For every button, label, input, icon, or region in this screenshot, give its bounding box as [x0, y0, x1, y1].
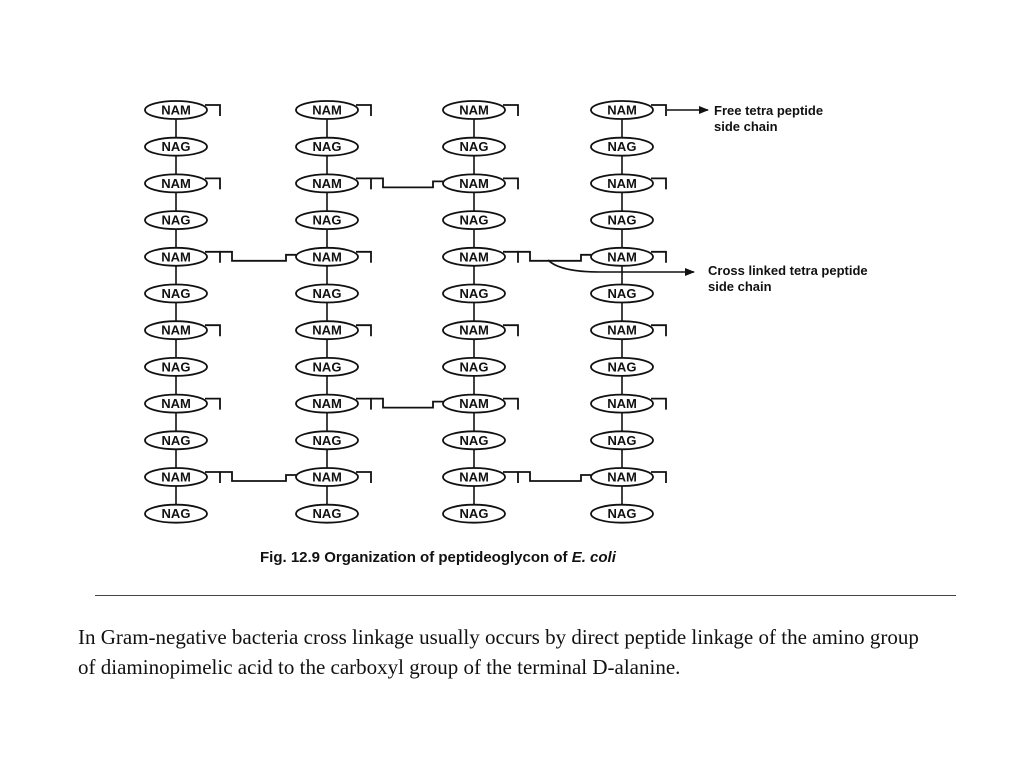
unit-label: NAM [161, 249, 191, 265]
glycan-chains [145, 101, 666, 523]
unit-label: NAM [459, 396, 489, 412]
unit-label: NAM [312, 249, 342, 265]
unit-label: NAM [312, 396, 342, 412]
cross-link-2 [220, 252, 296, 261]
unit-label: NAM [312, 102, 342, 118]
unit-label: NAG [161, 286, 191, 301]
unit-label: NAG [161, 212, 191, 228]
unit-label: NAM [607, 102, 637, 118]
unit-label: NAG [459, 139, 489, 155]
unit-label: NAG [459, 359, 489, 375]
cross-links [220, 175, 591, 481]
glycan-chain-1 [145, 101, 220, 523]
unit-label: NAM [459, 469, 489, 485]
cross-linked-label-line1: Cross linked tetra peptide [708, 263, 868, 278]
unit-label: NAG [459, 286, 489, 301]
divider [95, 595, 956, 596]
glycan-chain-4 [591, 101, 666, 523]
cross-link-5 [220, 472, 296, 481]
unit-label: NAG [312, 432, 342, 448]
cross-link-6 [518, 472, 591, 481]
unit-label: NAM [459, 102, 489, 118]
unit-label: NAM [459, 322, 489, 338]
unit-label: NAM [312, 322, 342, 338]
unit-label: NAM [607, 322, 637, 338]
unit-label: NAG [312, 139, 342, 155]
unit-label: NAG [312, 506, 342, 522]
glycan-chain-2 [296, 101, 371, 523]
unit-label: NAG [312, 212, 342, 228]
glycan-chain-3 [443, 101, 518, 523]
unit-label: NAM [161, 322, 191, 338]
unit-label: NAM [607, 396, 637, 412]
unit-label: NAM [459, 249, 489, 265]
unit-label: NAM [312, 175, 342, 191]
unit-label: NAG [459, 506, 489, 522]
unit-label: NAG [607, 139, 637, 155]
free-chain-label-line2: side chain [714, 119, 778, 134]
unit-label: NAM [161, 102, 191, 118]
unit-label: NAM [161, 469, 191, 485]
unit-label: NAG [607, 212, 637, 228]
unit-label: NAG [161, 506, 191, 522]
cross-link-1 [371, 178, 443, 187]
unit-label: NAG [459, 212, 489, 228]
cross-link-4 [371, 399, 443, 408]
unit-label: NAG [607, 432, 637, 448]
cross-linked-label-line2: side chain [708, 279, 772, 294]
cross-link-3 [518, 252, 591, 261]
unit-label: NAG [459, 432, 489, 448]
unit-label: NAG [312, 359, 342, 375]
unit-label: NAG [607, 286, 637, 301]
figure-caption-species: E. coli [571, 549, 616, 566]
unit-label: NAM [161, 396, 191, 412]
unit-label: NAG [161, 432, 191, 448]
figure-caption [260, 549, 617, 566]
unit-label: NAM [607, 175, 637, 191]
unit-label: NAM [607, 249, 637, 265]
unit-label: NAG [607, 506, 637, 522]
unit-label: NAM [312, 469, 342, 485]
unit-label: NAG [161, 359, 191, 375]
free-chain-label-line1: Free tetra peptide [714, 103, 824, 118]
figure-caption-prefix: Fig. 12.9 Organization of peptideoglycon of [260, 549, 572, 566]
annotations [548, 103, 868, 294]
unit-label: NAM [607, 469, 637, 485]
body-text: In Gram-negative bacteria cross linkage usually occurs by direct peptide linkage of the amino group of diaminopimelic acid to the carboxyl group of the terminal D-alanine. [78, 625, 919, 679]
unit-label: NAG [312, 286, 342, 301]
unit-label: NAM [459, 175, 489, 191]
unit-label: NAG [161, 139, 191, 155]
unit-label: NAG [607, 359, 637, 375]
unit-label: NAM [161, 175, 191, 191]
